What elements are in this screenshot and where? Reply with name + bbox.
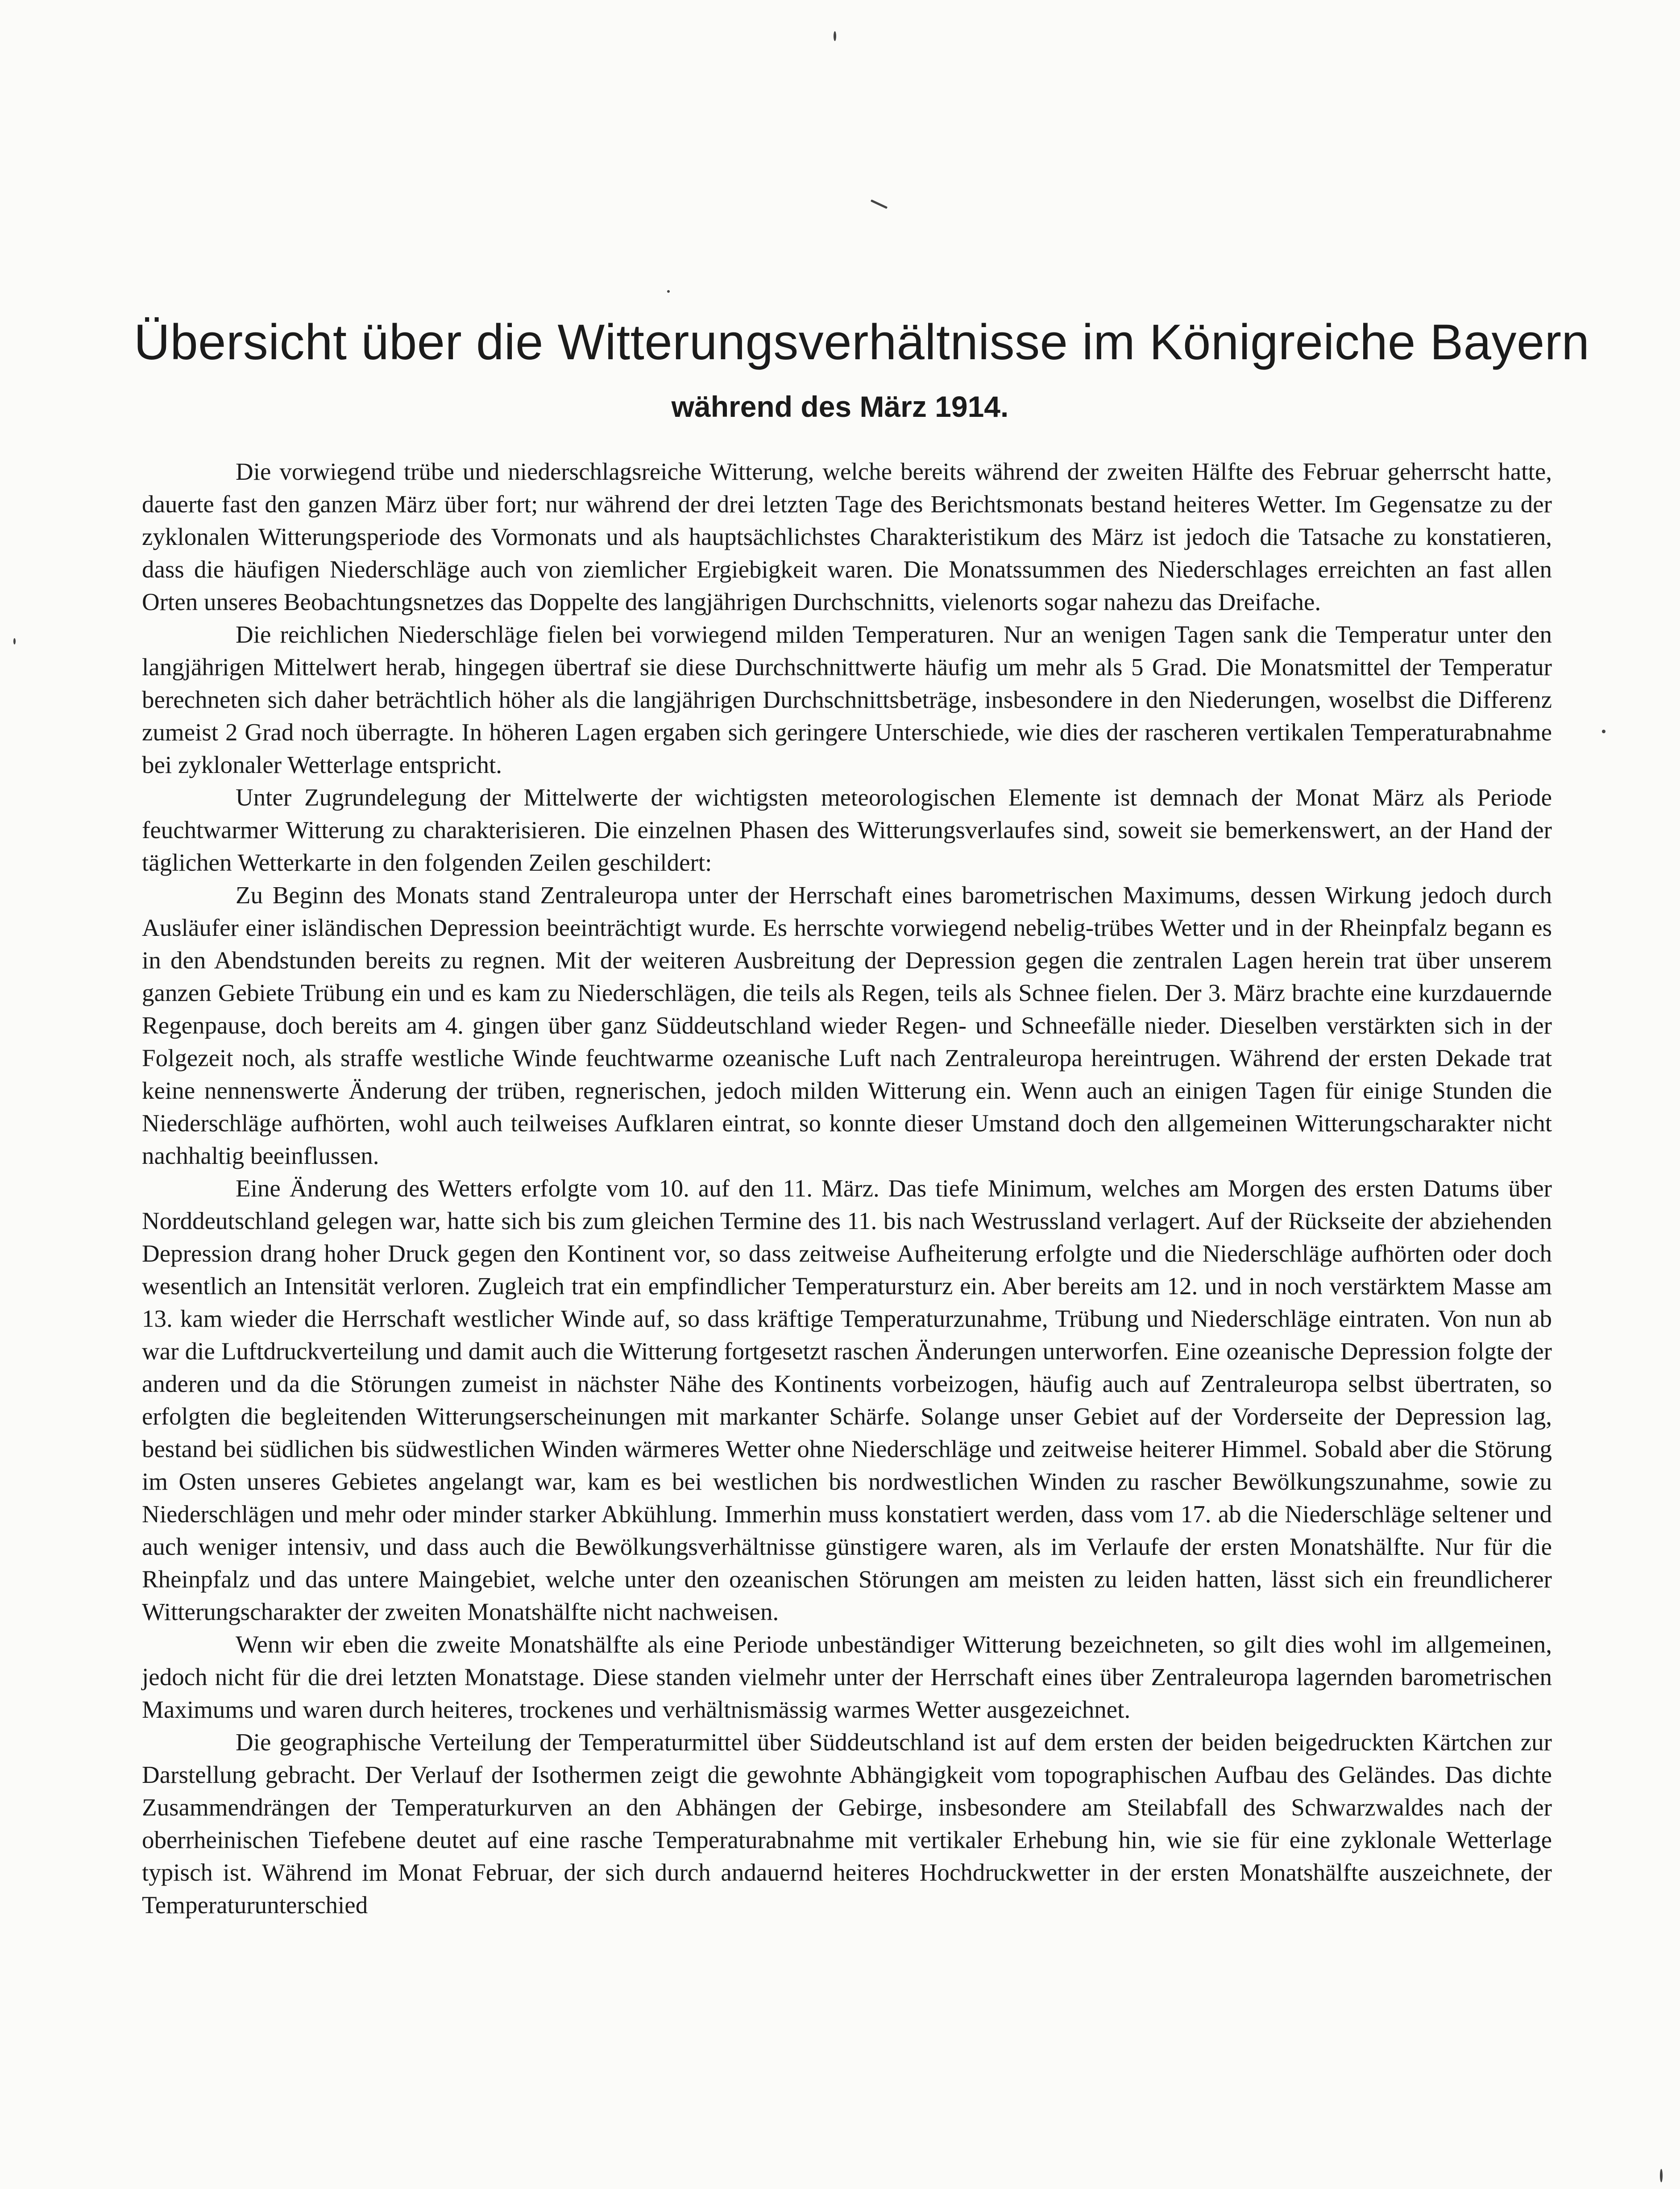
paragraph-5: Eine Änderung des Wetters erfolgte vom 10. auf den 11. März. Das tiefe Minimum, welches am Morgen des ersten Datums über Norddeutschland gelegen war, hatte sich bis zum gleichen Termine des 11. bis nach Westrussland verlagert. Auf der Rückseite der abziehenden Depression drang hoher Druck gegen den Kontinent vor, so dass zeitweise Aufheiterung erfolgte und die Niederschläge aufhörten oder doch wesentlich an Intensität verloren. Zugleich trat ein empfindlicher Temperatursturz ein. Aber bereits am 12. und in noch verstärktem Masse am 13. kam wieder die Herrschaft westlicher Winde auf, so dass kräftige Temperaturzunahme, Trübung und Niederschläge eintraten. Von nun ab war die Luftdruckverteilung und damit auch die Witterung fortgesetzt raschen Änderungen unterworfen. Eine ozeanische Depression folgte der anderen und da die Störungen zumeist in nächster Nähe des Kontinents vorbeizogen, häufig auch auf Zentraleuropa selbst übertraten, so erfolgten die begleitenden Witterungserscheinungen mit markanter Schärfe. Solange unser Gebiet auf der Vorderseite der Depression lag, bestand bei südlichen bis südwestlichen Winden wärmeres Wetter ohne Niederschläge und zeitweise heiterer Himmel. Sobald aber die Störung im Osten unseres Gebietes angelangt war, kam es bei westlichen bis nordwestlichen Winden zu rascher Bewölkungszunahme, sowie zu Niederschlägen und mehr oder minder starker Abkühlung. Immerhin muss konstatiert werden, dass vom 17. ab die Niederschläge seltener und auch weniger intensiv, und dass auch die Bewölkungsverhältnisse günstigere waren, als im Verlaufe der ersten Monatshälfte. Nur für die Rheinpfalz und das untere Maingebiet, welche unter den ozeanischen Störungen am meisten zu leiden hatten, lässt sich ein freundlicherer Witterungscharakter der zweiten Monatshälfte nicht nachweisen. bbox=[142, 1175, 1552, 1625]
paragraph-1: Die vorwiegend trübe und niederschlagsreiche Witterung, welche bereits während der zweiten Hälfte des Februar geherrscht hatte, dauerte fast den ganzen März über fort; nur während der drei letzten Tage des Berichtsmonats bestand heiteres Wetter. Im Gegensatze zu der zyklonalen Witterungsperiode des Vormonats und als hauptsächlichstes Charakteristikum des März ist jedoch die Tatsache zu konstatieren, dass die häufigen Niederschläge auch von ziemlicher Ergiebigkeit waren. Die Monatssummen des Niederschlages erreichten an fast allen Orten unseres Beobachtungsnetzes das Doppelte des langjährigen Durchschnitts, vielenorts sogar nahezu das Dreifache. bbox=[142, 458, 1552, 615]
paragraph-3: Unter Zugrundelegung der Mittelwerte der wichtigsten meteorologischen Elemente ist demnach der Monat März als Periode feuchtwarmer Witterung zu charakterisieren. Die einzelnen Phasen des Witterungsverlaufes sind, soweit sie bemerkenswert, an der Hand der täglichen Wetterkarte in den folgenden Zeilen geschildert: bbox=[142, 784, 1552, 876]
scan-speck bbox=[13, 638, 16, 644]
paragraph-6: Wenn wir eben die zweite Monatshälfte als eine Periode unbeständiger Witterung bezeichneten, so gilt dies wohl im allgemeinen, jedoch nicht für die drei letzten Monatstage. Diese standen vielmehr unter der Herrschaft eines über Zentraleuropa lagernden barometrischen Maximums und waren durch heiteres, trockenes und verhältnismässig warmes Wetter ausgezeichnet. bbox=[142, 1631, 1552, 1723]
paragraph-4: Zu Beginn des Monats stand Zentraleuropa unter der Herrschaft eines barometrischen Maximums, dessen Wirkung jedoch durch Ausläufer einer isländischen Depression beeinträchtigt wurde. Es herrschte vorwiegend nebelig-trübes Wetter und in der Rheinpfalz begann es in den Abendstunden bereits zu regnen. Mit der weiteren Ausbreitung der Depression gegen die zentralen Lagen herein trat über unserem ganzen Gebiete Trübung ein und es kam zu Niederschlägen, die teils als Regen, teils als Schnee fielen. Der 3. März brachte eine kurzdauernde Regenpause, doch bereits am 4. gingen über ganz Süddeutschland wieder Regen- und Schneefälle nieder. Dieselben verstärkten sich in der Folgezeit noch, als straffe westliche Winde feuchtwarme ozeanische Luft nach Zentraleuropa hereintrugen. Während der ersten Dekade trat keine nennenswerte Änderung der trüben, regnerischen, jedoch milden Witterung ein. Wenn auch an einigen Tagen für einige Stunden die Niederschläge aufhörten, wohl auch teilweises Aufklaren eintrat, so konnte dieser Umstand doch den allgemeinen Witterungscharakter nicht nachhaltig beeinflussen. bbox=[142, 881, 1552, 1169]
paragraph-7: Die geographische Verteilung der Temperaturmittel über Süddeutschland ist auf dem ersten der beiden beigedruckten Kärtchen zur Darstellung gebracht. Der Verlauf der Isothermen zeigt die gewohnte Abhängigkeit vom topographischen Aufbau des Geländes. Das dichte Zusammendrängen der Temperaturkurven an den Abhängen der Gebirge, insbesondere am Steilabfall des Schwarzwaldes nach der oberrheinischen Tiefebene deutet auf eine rasche Temperaturabnahme mit vertikaler Erhebung hin, wie sie für eine zyklonale Wetterlage typisch ist. Während im Monat Februar, der sich durch andauernd heiteres Hochdruckwetter in der ersten Monatshälfte auszeichnete, der Temperaturunterschied bbox=[142, 1728, 1552, 1919]
document-body bbox=[142, 455, 1552, 1921]
scan-speck bbox=[1602, 730, 1605, 733]
scan-speck bbox=[871, 199, 888, 209]
paragraph-2: Die reichlichen Niederschläge fielen bei vorwiegend milden Temperaturen. Nur an wenigen Tagen sank die Temperatur unter den langjährigen Mittelwert herab, hingegen übertraf sie diese Durchschnittwerte häufig um mehr als 5 Grad. Die Monatsmittel der Temperatur berechneten sich daher beträchtlich höher als die langjährigen Durchschnittsbeträge, insbesondere in den Niederungen, woselbst die Differenz zumeist 2 Grad noch überragte. In höheren Lagen ergaben sich geringere Unterschiede, wie dies der rascheren vertikalen Temperaturabnahme bei zyklonaler Wetterlage entspricht. bbox=[142, 621, 1552, 778]
page-subtitle: während des März 1914. bbox=[671, 390, 1009, 423]
scan-speck bbox=[834, 31, 836, 41]
page-title: Übersicht über die Witterungsverhältnisse im Königreiche Bayern bbox=[134, 314, 1590, 370]
scan-speck bbox=[667, 290, 670, 293]
scan-speck bbox=[1660, 2169, 1663, 2182]
